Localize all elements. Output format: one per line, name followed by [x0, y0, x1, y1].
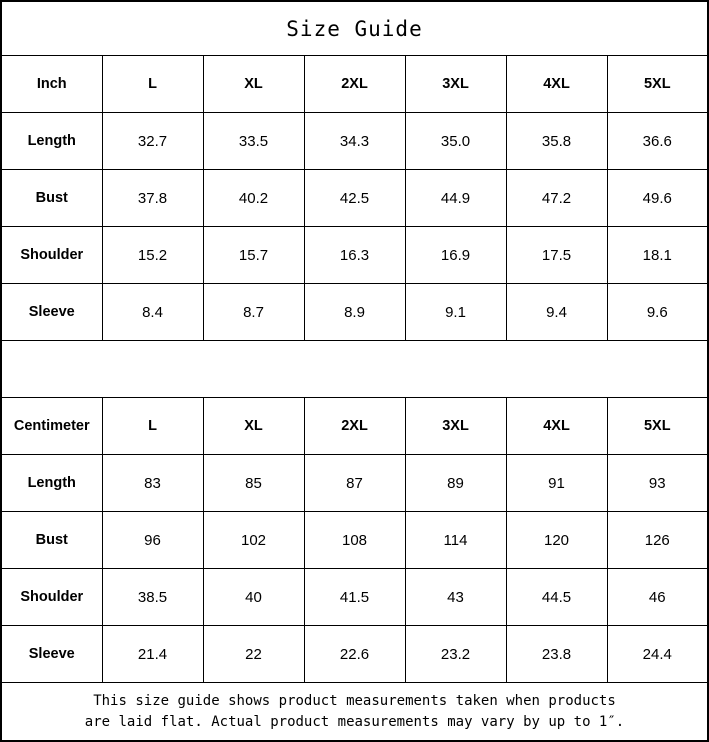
measurement-value: 114 [405, 512, 506, 569]
measurement-value: 24.4 [607, 626, 708, 683]
footer-note [1, 683, 708, 742]
measurement-value: 46 [607, 569, 708, 626]
measurement-value: 41.5 [304, 569, 405, 626]
inch-sleeve-row [1, 284, 708, 341]
measurement-value: 87 [304, 455, 405, 512]
measurement-value: 40.2 [203, 170, 304, 227]
spacer-cell [1, 341, 708, 398]
footer-line-2: are laid flat. Actual product measurements may vary by up to 1″. [84, 713, 625, 730]
unit-header-inch: Inch [1, 56, 102, 113]
row-label-sleeve: Sleeve [1, 626, 102, 683]
measurement-value: 91 [506, 455, 607, 512]
measurement-value: 44.9 [405, 170, 506, 227]
measurement-value: 47.2 [506, 170, 607, 227]
measurement-value: 49.6 [607, 170, 708, 227]
row-label-length: Length [1, 455, 102, 512]
measurement-value: 22.6 [304, 626, 405, 683]
measurement-value: 89 [405, 455, 506, 512]
measurement-value: 23.8 [506, 626, 607, 683]
row-label-bust: Bust [1, 170, 102, 227]
measurement-value: 35.8 [506, 113, 607, 170]
unit-header-centimeter: Centimeter [1, 398, 102, 455]
measurement-value: 21.4 [102, 626, 203, 683]
size-header-4xl: 4XL [506, 398, 607, 455]
size-header-5xl: 5XL [607, 398, 708, 455]
size-header-l: L [102, 56, 203, 113]
measurement-value: 83 [102, 455, 203, 512]
row-label-shoulder: Shoulder [1, 227, 102, 284]
measurement-value: 8.7 [203, 284, 304, 341]
measurement-value: 34.3 [304, 113, 405, 170]
footer-line-1: This size guide shows product measurements taken when products [93, 693, 616, 710]
size-header-4xl: 4XL [506, 56, 607, 113]
measurement-value: 40 [203, 569, 304, 626]
measurement-value: 8.4 [102, 284, 203, 341]
measurement-value: 9.1 [405, 284, 506, 341]
measurement-value: 43 [405, 569, 506, 626]
measurement-value: 85 [203, 455, 304, 512]
measurement-value: 16.9 [405, 227, 506, 284]
measurement-value: 9.6 [607, 284, 708, 341]
measurement-value: 96 [102, 512, 203, 569]
measurement-value: 15.7 [203, 227, 304, 284]
inch-header-row [1, 56, 708, 113]
measurement-value: 16.3 [304, 227, 405, 284]
table-spacer-row [1, 341, 708, 398]
page-title: Size Guide [1, 1, 708, 56]
measurement-value: 37.8 [102, 170, 203, 227]
measurement-value: 22 [203, 626, 304, 683]
measurement-value: 126 [607, 512, 708, 569]
measurement-value: 38.5 [102, 569, 203, 626]
measurement-value: 108 [304, 512, 405, 569]
cm-length-row [1, 455, 708, 512]
size-header-l: L [102, 398, 203, 455]
measurement-value: 42.5 [304, 170, 405, 227]
measurement-value: 44.5 [506, 569, 607, 626]
inch-shoulder-row [1, 227, 708, 284]
measurement-value: 36.6 [607, 113, 708, 170]
cm-shoulder-row [1, 569, 708, 626]
measurement-value: 23.2 [405, 626, 506, 683]
inch-length-row [1, 113, 708, 170]
cm-header-row [1, 398, 708, 455]
size-header-5xl: 5XL [607, 56, 708, 113]
title-row [1, 1, 708, 56]
row-label-shoulder: Shoulder [1, 569, 102, 626]
size-header-xl: XL [203, 398, 304, 455]
size-header-3xl: 3XL [405, 56, 506, 113]
cm-sleeve-row [1, 626, 708, 683]
size-header-2xl: 2XL [304, 56, 405, 113]
measurement-value: 120 [506, 512, 607, 569]
footer-row [1, 683, 708, 742]
size-header-2xl: 2XL [304, 398, 405, 455]
row-label-bust: Bust [1, 512, 102, 569]
size-header-xl: XL [203, 56, 304, 113]
measurement-value: 17.5 [506, 227, 607, 284]
measurement-value: 8.9 [304, 284, 405, 341]
measurement-value: 32.7 [102, 113, 203, 170]
measurement-value: 93 [607, 455, 708, 512]
size-header-3xl: 3XL [405, 398, 506, 455]
measurement-value: 18.1 [607, 227, 708, 284]
inch-bust-row [1, 170, 708, 227]
row-label-sleeve: Sleeve [1, 284, 102, 341]
measurement-value: 33.5 [203, 113, 304, 170]
row-label-length: Length [1, 113, 102, 170]
measurement-value: 9.4 [506, 284, 607, 341]
measurement-value: 102 [203, 512, 304, 569]
measurement-value: 35.0 [405, 113, 506, 170]
measurement-value: 15.2 [102, 227, 203, 284]
cm-bust-row [1, 512, 708, 569]
